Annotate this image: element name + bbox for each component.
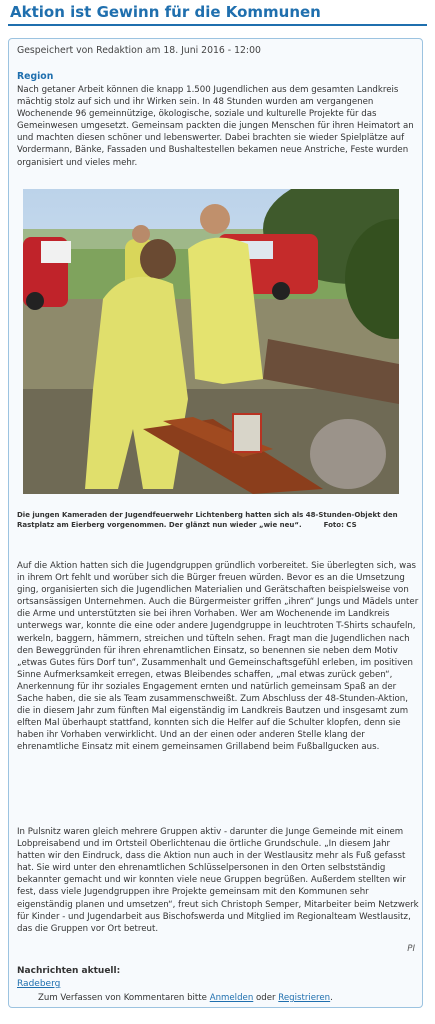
article-photo	[23, 189, 399, 494]
image-caption	[17, 510, 417, 530]
article-paragraph-1: Auf die Aktion hatten sich die Jugendgruppen gründlich vorbereitet. Sie überlegten sich, was in ihrem Ort fehlt und worüber sich die Bürger freuen würden. Bevor es an die Umsetzung ging, organisierten sich die Jugendlichen Materialien und Gerätschaften beispielsweise von ortsansässigen Unternehmen. Auch die Bürgermeister griffen „ihren“ Jungs und Mädels unter die Arme und unterstützten sie bei ihren Vorhaben. Wer am Wochenende im Landkreis unterwegs war, konnte die eine oder andere Jugendgruppe in leuchtroten T-Shirts schaufeln, werkeln, baggern, hämmern, streichen und tüfteln sehen. Fragt man die Jugendlichen nach den Beweggründen für ihren ehrenamtlichen Einsatz, so benennen sie neben dem Motiv „etwas Gutes fürs Dorf tun“, Zusammenhalt und Gemeinschaftsgefühl erleben, im positiven Sinne Aufmerksamkeit erregen, etwas Bleibendes schaffen, „mal etwas zurück geben“, Anerkennung für ihr soziales Engagement ernten und natürlich gemeinsam Spaß an der Sache haben, die sie als Team zusammenschweißt. Zum Abschluss der 48-Stunden-Aktion, die in diesem Jahr zum fünften Mal eigenständig im Landkreis Bautzen und insgesamt zum elften Mal überhaupt stattfand, konnten sich die Helfer auf die Schulter klopfen, denn sie haben ihr Vorhaben verwirklicht. Und an der einen oder anderen Stelle klang der ehrenamtliche Einsatz mit einem gemeinsamen Grillabend beim Fußballgucken aus.	[17, 561, 419, 753]
caption-text: Die jungen Kameraden der Jugendfeuerwehr Lichtenberg hatten sich als 48-Stunden-Objekt den Rastplatz am Eierberg vorgenommen. Der glänzt nun wieder „wie neu“.	[17, 511, 398, 529]
comment-prefix: Zum Verfassen von Kommentaren bitte	[38, 993, 207, 1003]
region-label: Region	[17, 71, 54, 82]
article-intro: Nach getaner Arbeit können die knapp 1.500 Jugendlichen aus dem gesamten Landkreis mächtig stolz auf sich und ihr Wirken sein. In 48 Stunden wurden am vergangenen Wochenende 96 gemeinnützige, ökologische, soziale und kulturelle Projekte für das Gemeinwesen umgesetzt. Gemeinsam packten die jungen Menschen für ihren Heimatort an und machten diesen schöner und lebenswerter. Dabei brachten sie wieder Spielplätze auf Vordermann, Bänke, Fassaden und Bushaltestellen bekamen neue Anstriche, Feste wurden organisiert und vieles mehr.	[17, 85, 414, 168]
article-paragraph-2: In Pulsnitz waren gleich mehrere Gruppen aktiv - darunter die Junge Gemeinde mit einem Lobpreisabend und im Ortsteil Oberlichtenau die örtliche Grundschule. „In diesem Jahr hatten wir den Eindruck, dass die Aktion nun auch in der Westlausitz mehr als Fuß gefasst hat. Sie wird unter den ehrenamtlichen Schlüsselpersonen in den Orten selbstständig bekannter gemacht und wir konnten viele neue Gruppen begrüßen. Außerdem stellten wir fest, dass viele Jugendgruppen ihre Projekte gemeinsam mit den Kommunen sehr eigenständig planen und umsetzen“, freut sich Christoph Semper, Mitarbeiter beim Netzwerk für Kinder - und Jugendarbeit aus Bischofswerda und Mitglied im Regionalteam Westlausitz, das die Gruppen vor Ort betreut.	[17, 827, 419, 934]
title-divider	[8, 24, 427, 26]
news-label: Nachrichten aktuell:	[17, 966, 121, 976]
news-link-radeberg[interactable]: Radeberg	[17, 979, 61, 989]
register-link[interactable]: Registrieren	[278, 993, 331, 1003]
article-meta: Gespeichert von Redaktion am 18. Juni 2016 - 12:00	[17, 45, 261, 56]
comment-notice	[38, 993, 333, 1003]
comment-conjunction: oder	[256, 993, 276, 1003]
page-title: Aktion ist Gewinn für die Kommunen	[10, 3, 321, 21]
caption-credit: Foto: CS	[323, 521, 357, 529]
photo-illustration	[23, 189, 399, 494]
comment-suffix: .	[330, 993, 333, 1003]
login-link[interactable]: Anmelden	[209, 993, 254, 1003]
article-signature: PI	[407, 944, 415, 954]
